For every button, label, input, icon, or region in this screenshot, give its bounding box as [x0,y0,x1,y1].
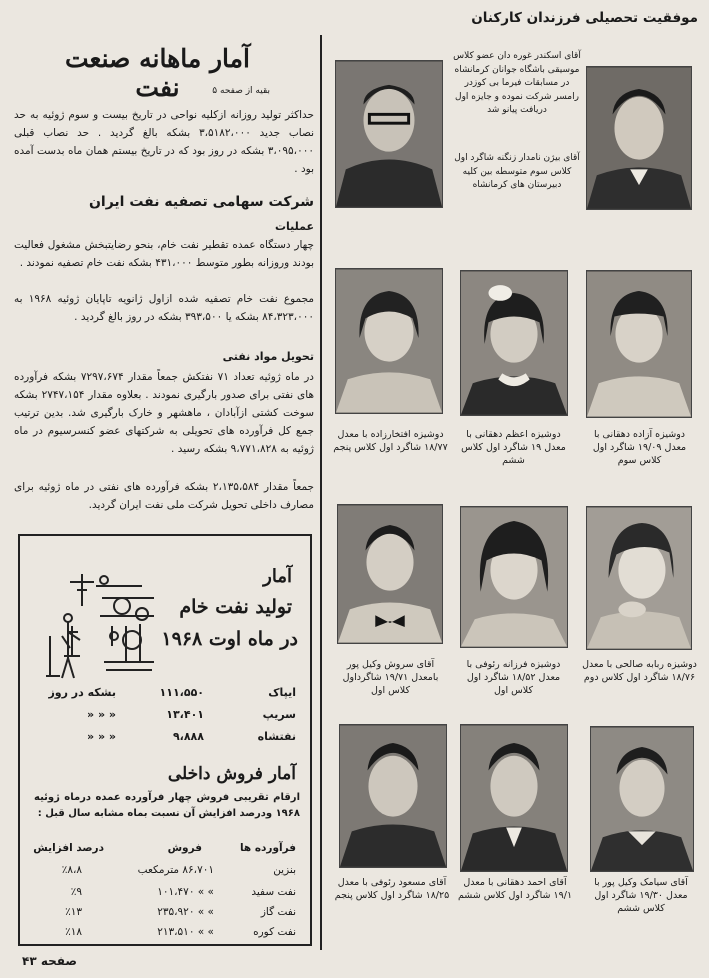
section-title-refining: شرکت سهامی تصفیه نفت ایران [88,194,314,210]
paragraph-domestic: جمعاً مقدار ۲،۱۳۵،۵۸۴ بشکه فرآورده های نفتی در ماه ژوئیه برای مصارف داخلی تحویل شرکت ملی نفت ایران گردید. [14,481,315,511]
photo-caption: آقای مسعود رئوفی با معدل ۱۸/۲۵ شاگرد اول کلاس پنجم [334,877,450,901]
table-cell-sales: ۸۶،۷۰۱ مترمکعب [137,864,214,876]
domestic-sales-title: آمار فروش داخلی [167,764,296,784]
student-photo [460,270,568,416]
photo-caption: دوشیزه افتخارزاده با معدل ۱۸/۷۷ شاگرد اول کلاس پنجم [333,429,448,453]
photo-caption: آقای بیژن نامدار زنگنه شاگرد اول کلاس سوم متوسطه بین کلیه دبیرستان های کرمانشاه [454,153,580,190]
table-cell-pct: ٪۱۳ [65,906,82,918]
producer-name: نفتشاه [257,730,296,743]
achievement-heading: موفقیت تحصیلی فرزندان کارکنان [471,10,698,26]
producer-unit: « « « [87,708,116,721]
section-title-deliveries: تحویل مواد نفتی [222,350,314,363]
producer-value: ۱۱۱،۵۵۰ [159,686,204,699]
table-cell-product: بنزین [273,864,296,876]
table-cell-sales: ۱۰۱،۴۷۰ « « [157,886,214,898]
stats-title: آمار ماهانه صنعت نفت [65,44,250,102]
table-cell-sales: ۲۱۳،۵۱۰ « « [157,926,214,938]
paragraph-production-record: حداکثر تولید روزانه ازکلیه نواحی در تاریخ بیست و سوم ژوئیه به حد نصاب جدید ۳،۵۱۸۲،۰۰۰ بشکه بالغ گردید . حد نصاب قبلی ۳،۰۹۵،۰۰۰ بشکه در روز بود که در تاریخ بیستم همان ماه بدست آمده بود . [14,109,314,175]
table-cell-pct: ٪۸،۸ [61,864,82,876]
producer-value: ۹،۸۸۸ [172,730,204,743]
table-header-sales: فروش [167,842,202,854]
table-cell-pct: ٪۹ [70,886,82,898]
oil-rig-illustration [42,566,160,686]
section-subtitle-operations: عملیات [274,220,314,233]
student-photo [586,506,692,650]
table-header-product: فرآورده ها [239,842,296,854]
paragraph-deliveries: در ماه ژوئیه تعداد ۷۱ نفتکش جمعاً مقدار ۷۲۹۷،۶۷۴ بشکه فرآورده های نفتی برای صدور بارگیری نمودند . بعلاوه مقدار ۲۷۴۷،۱۵۴ بشکه سوخت کشتی ازآبادان ، ماهشهر و خارک بارگیری شد. بدین ترتیب جمع کل فرآورده های تحویلی به شرکتهای عضو کنسرسیوم در ماه ژوئیه به ۹،۷۷۱،۸۲۸ بشکه رسید . [14,371,314,455]
statistics-box [18,534,312,946]
student-photo [335,60,443,208]
domestic-sales-intro: ارقام تقریبی فروش چهار فرآورده عمده درماه ژوئیه ۱۹۶۸ ودرصد افزایش آن نسبت بماه مشابه سال قبل : [34,792,300,819]
student-photo [590,726,694,872]
student-photo [586,270,692,418]
photo-caption: دوشیزه ربابه صالحی با معدل ۱۸/۷۶ شاگرد اول کلاس دوم [582,659,697,683]
photo-caption: آقای سیامک وکیل پور با معدل ۱۹/۳۰ شاگرد اول کلاس ششم [594,877,688,914]
box-title-month: در ماه اوت ۱۹۶۸ [161,628,298,650]
paragraph-operations: چهار دستگاه عمده تقطیر نفت خام، بنحو رضایتبخش مشغول فعالیت بودند وروزانه بطور متوسط ۴۳۱،۰۰۰ بشکه نفت خام تصفیه نمودند . [14,239,314,269]
paragraph-refined-total: مجموع نفت خام تصفیه شده ازاول ژانویه تاپایان ژوئیه ۱۹۶۸ به ۸۴،۳۲۳،۰۰۰ بشکه یا ۳۹۳،۵۰۰ بشکه در روز بالغ گردید . [14,293,315,323]
box-title-crude: تولید نفت خام [179,596,292,618]
producer-value: ۱۳،۴۰۱ [166,708,204,721]
student-photo [586,66,692,210]
student-photo [337,504,443,644]
continued-note: بقیه از صفحه ۵ [212,86,270,96]
photo-caption: دوشیزه اعظم دهقانی با معدل ۱۹ شاگرد اول کلاس ششم [461,429,566,466]
producer-name: سریپ [262,708,296,721]
producer-name: ایپاک [268,686,296,699]
student-photo [335,268,443,414]
student-photo [339,724,447,868]
student-photo [460,724,568,872]
column-divider [320,35,322,950]
producer-unit: « « « [87,730,116,743]
student-photo [460,506,568,648]
photo-caption: آقای سروش وکیل پور بامعدل ۱۹/۷۱ شاگرداول کلاس اول [342,659,439,696]
page-number: صفحه ۴۳ [22,954,77,968]
table-cell-pct: ٪۱۸ [65,926,82,938]
photo-caption: آقای اسکندر غوره دان عضو کلاس موسیقی باشگاه جوانان کرمانشاه در مسابقات فیرما بی کوزدر رامسر شرکت نموده و جایزه اول دریافت پیانو شد [453,51,581,115]
photo-caption: آقای احمد دهقانی با معدل ۱۹/۱ شاگرد اول کلاس ششم [457,877,573,901]
box-title-stats: آمار [263,566,292,587]
photo-caption: دوشیزه فرزانه رئوفی با معدل ۱۸/۵۲ شاگرد اول کلاس اول [466,659,561,696]
table-cell-product: نفت کوره [253,926,296,938]
photo-caption: دوشیزه آزاده دهقانی با معدل ۱۹/۰۹ شاگرد اول کلاس سوم [592,429,687,466]
table-cell-product: نفت سفید [251,886,296,898]
table-cell-product: نفت گاز [260,906,296,918]
producer-unit: بشکه در روز [48,686,116,699]
table-header-pct: درصد افزایش [33,842,104,854]
table-cell-sales: ۲۳۵،۹۲۰ « « [157,906,214,918]
